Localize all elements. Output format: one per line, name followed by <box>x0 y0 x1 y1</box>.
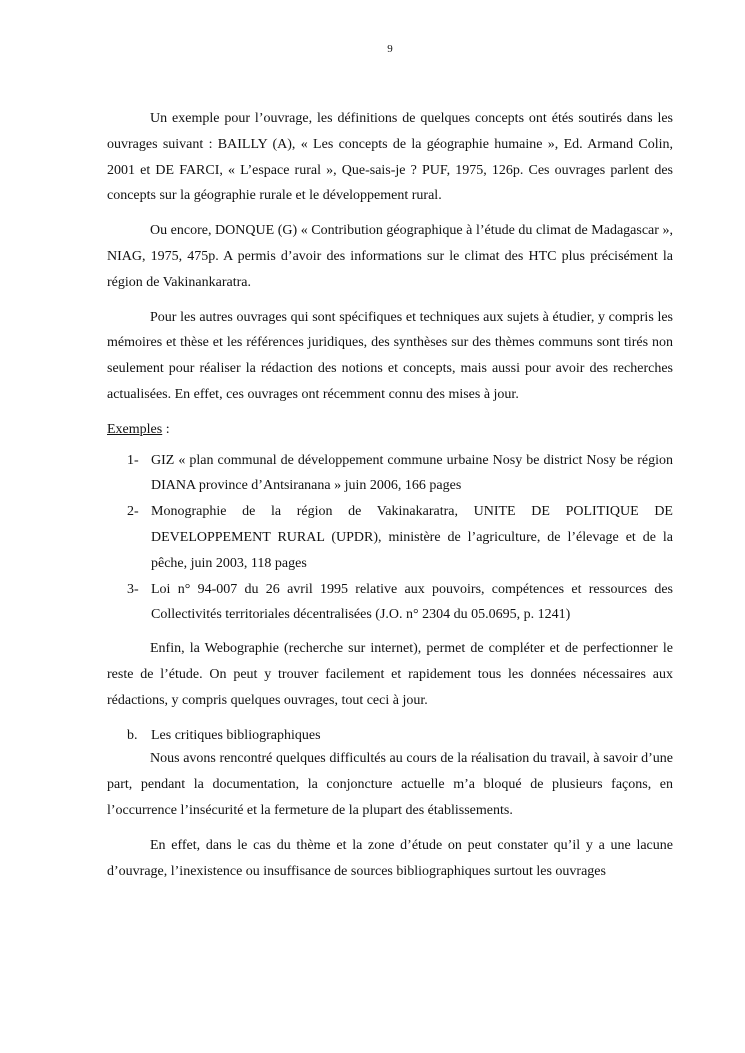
body-text <box>107 106 673 893</box>
list-item <box>107 499 673 576</box>
examples-heading-label: Exemples <box>107 421 163 437</box>
paragraph-lack-of-works: En effet, dans le cas du thème et la zone d’étude on peut constater qu’il y a une lacune d’ouvrage, l’inexistence ou insuffisance de sources bibliographiques surtout les ouvrages <box>107 837 673 879</box>
examples-heading <box>107 417 673 443</box>
list-item <box>107 448 673 500</box>
paragraph-difficulties: Nous avons rencontré quelques difficultés au cours de la réalisation du travail, à savoir d’une part, pendant la documentation, la conjoncture actuelle m’a bloqué de plusieurs façons, en l’occurrence l’insécurité et la fermeture de la plupart des établissements. <box>107 751 673 818</box>
list-item-text: Monographie de la région de Vakinakaratra, UNITE DE POLITIQUE DE DEVELOPPEMENT RURAL (UPDR), ministère de l’agriculture, de l’élevage et de la pêche, juin 2003, 118 pages <box>151 504 673 571</box>
examples-heading-suffix: : <box>162 421 170 437</box>
section-title: Les critiques bibliographiques <box>151 727 321 743</box>
section-letter: b. <box>127 727 138 743</box>
paragraph-bibliography-intro: Un exemple pour l’ouvrage, les définitions de quelques concepts ont étés soutirés dans les ouvrages suivant : BAILLY (A), « Les concepts de la géographie humaine », Ed. Armand Colin, 2001 et DE FARCI, « L’espace rural », Que-sais-je ? PUF, 1975, 126p. Ces ouvrages parlent des concepts sur la géographie rurale et le développement rural. <box>107 111 673 204</box>
paragraph-webography: Enfin, la Webographie (recherche sur internet), permet de compléter et de perfectionner le reste de l’étude. On peut y trouver facilement et rapidement tous les données nécessaires aux rédactions, y compris quelques ouvrages, tout ceci à jour. <box>107 641 673 708</box>
page-number: 9 <box>387 43 393 55</box>
list-item-text: GIZ « plan communal de développement commune urbaine Nosy be district Nosy be région DIANA province d’Antsiranana » juin 2006, 166 pages <box>151 452 673 494</box>
paragraph-other-works: Pour les autres ouvrages qui sont spécifiques et techniques aux sujets à étudier, y compris les mémoires et thèse et les références juridiques, des synthèses sur des thèmes communs sont tirés non seulement pour réaliser la rédaction des notions et concepts, mais aussi pour avoir des recherches actualisées. En effet, ces ouvrages ont récemment connu des mises à jour. <box>107 309 673 402</box>
list-item-text: Loi n° 94-007 du 26 avril 1995 relative aux pouvoirs, compétences et ressources des Collectivités territoriales décentralisées (J.O. n° 2304 du 05.0695, p. 1241) <box>151 581 673 623</box>
list-item <box>107 577 673 629</box>
list-item-number: 3- <box>127 581 139 597</box>
examples-list <box>107 448 673 629</box>
list-item-number: 2- <box>127 504 139 520</box>
list-item-number: 1- <box>127 452 139 468</box>
paragraph-donque-reference: Ou encore, DONQUE (G) « Contribution géographique à l’étude du climat de Madagascar », NIAG, 1975, 475p. A permis d’avoir des informations sur le climat des HTC plus précisément la région de Vakinankaratra. <box>107 223 673 290</box>
section-heading-critiques <box>107 723 673 749</box>
